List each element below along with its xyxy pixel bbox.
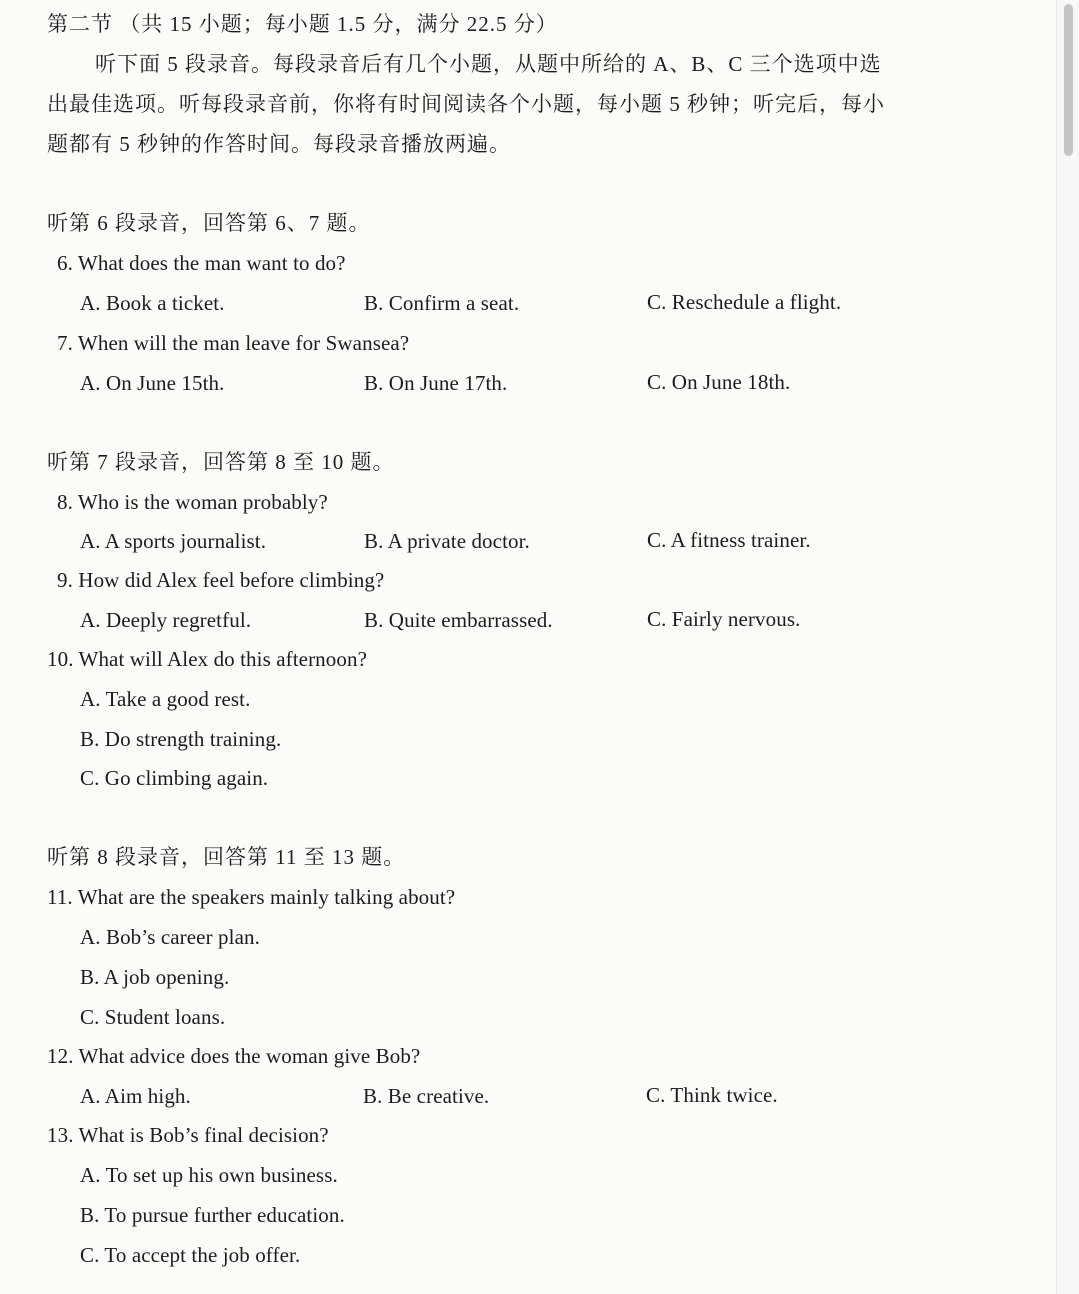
instruction-line-1: 听下面 5 段录音。每段录音后有几个小题，从题中所给的 A、B、C 三个选项中选	[95, 52, 882, 76]
question-8-option-c: C. A fitness trainer.	[647, 528, 811, 552]
question-10-stem: 10. What will Alex do this afternoon?	[47, 647, 368, 671]
question-7-option-c: C. On June 18th.	[647, 370, 791, 394]
question-6-option-a: A. Book a ticket.	[80, 291, 225, 315]
question-9-option-c: C. Fairly nervous.	[647, 607, 801, 631]
question-8-option-a: A. A sports journalist.	[80, 529, 267, 553]
group-header-8: 听第 8 段录音，回答第 11 至 13 题。	[47, 845, 406, 869]
vertical-scrollbar[interactable]	[1056, 0, 1079, 1294]
question-12-option-b: B. Be creative.	[363, 1084, 490, 1108]
question-11-stem: 11. What are the speakers mainly talking about?	[47, 885, 456, 909]
question-8-option-b: B. A private doctor.	[364, 529, 530, 553]
question-9-option-a: A. Deeply regretful.	[80, 608, 252, 632]
question-13-option-b: B. To pursue further education.	[80, 1203, 345, 1227]
question-11-option-a: A. Bob’s career plan.	[80, 925, 260, 949]
question-13-stem: 13. What is Bob’s final decision?	[47, 1123, 329, 1147]
question-6-stem: 6. What does the man want to do?	[57, 251, 346, 275]
scrollbar-thumb[interactable]	[1064, 4, 1073, 156]
question-6-option-b: B. Confirm a seat.	[364, 291, 520, 315]
question-10-option-a: A. Take a good rest.	[80, 687, 251, 711]
group-header-7: 听第 7 段录音，回答第 8 至 10 题。	[47, 450, 395, 474]
question-6-option-c: C. Reschedule a flight.	[647, 290, 842, 314]
question-12-option-a: A. Aim high.	[80, 1084, 191, 1108]
question-9-option-b: B. Quite embarrassed.	[364, 608, 553, 632]
instruction-line-2: 出最佳选项。听每段录音前，你将有时间阅读各个小题，每小题 5 秒钟；听完后，每小	[47, 92, 885, 116]
question-8-stem: 8. Who is the woman probably?	[57, 490, 328, 514]
question-12-stem: 12. What advice does the woman give Bob?	[47, 1044, 421, 1068]
question-7-stem: 7. When will the man leave for Swansea?	[57, 331, 410, 355]
question-13-option-a: A. To set up his own business.	[80, 1163, 338, 1187]
question-11-option-b: B. A job opening.	[80, 965, 230, 989]
question-13-option-c: C. To accept the job offer.	[80, 1243, 301, 1267]
instruction-line-3: 题都有 5 秒钟的作答时间。每段录音播放两遍。	[47, 132, 511, 156]
question-11-option-c: C. Student loans.	[80, 1005, 226, 1029]
group-header-6: 听第 6 段录音，回答第 6、7 题。	[47, 211, 371, 235]
question-7-option-b: B. On June 17th.	[364, 371, 508, 395]
question-9-stem: 9. How did Alex feel before climbing?	[57, 568, 385, 592]
question-12-option-c: C. Think twice.	[646, 1083, 778, 1107]
question-10-option-c: C. Go climbing again.	[80, 766, 269, 790]
section-title: 第二节 （共 15 小题；每小题 1.5 分，满分 22.5 分）	[47, 12, 558, 36]
question-7-option-a: A. On June 15th.	[80, 371, 225, 395]
question-10-option-b: B. Do strength training.	[80, 727, 282, 751]
